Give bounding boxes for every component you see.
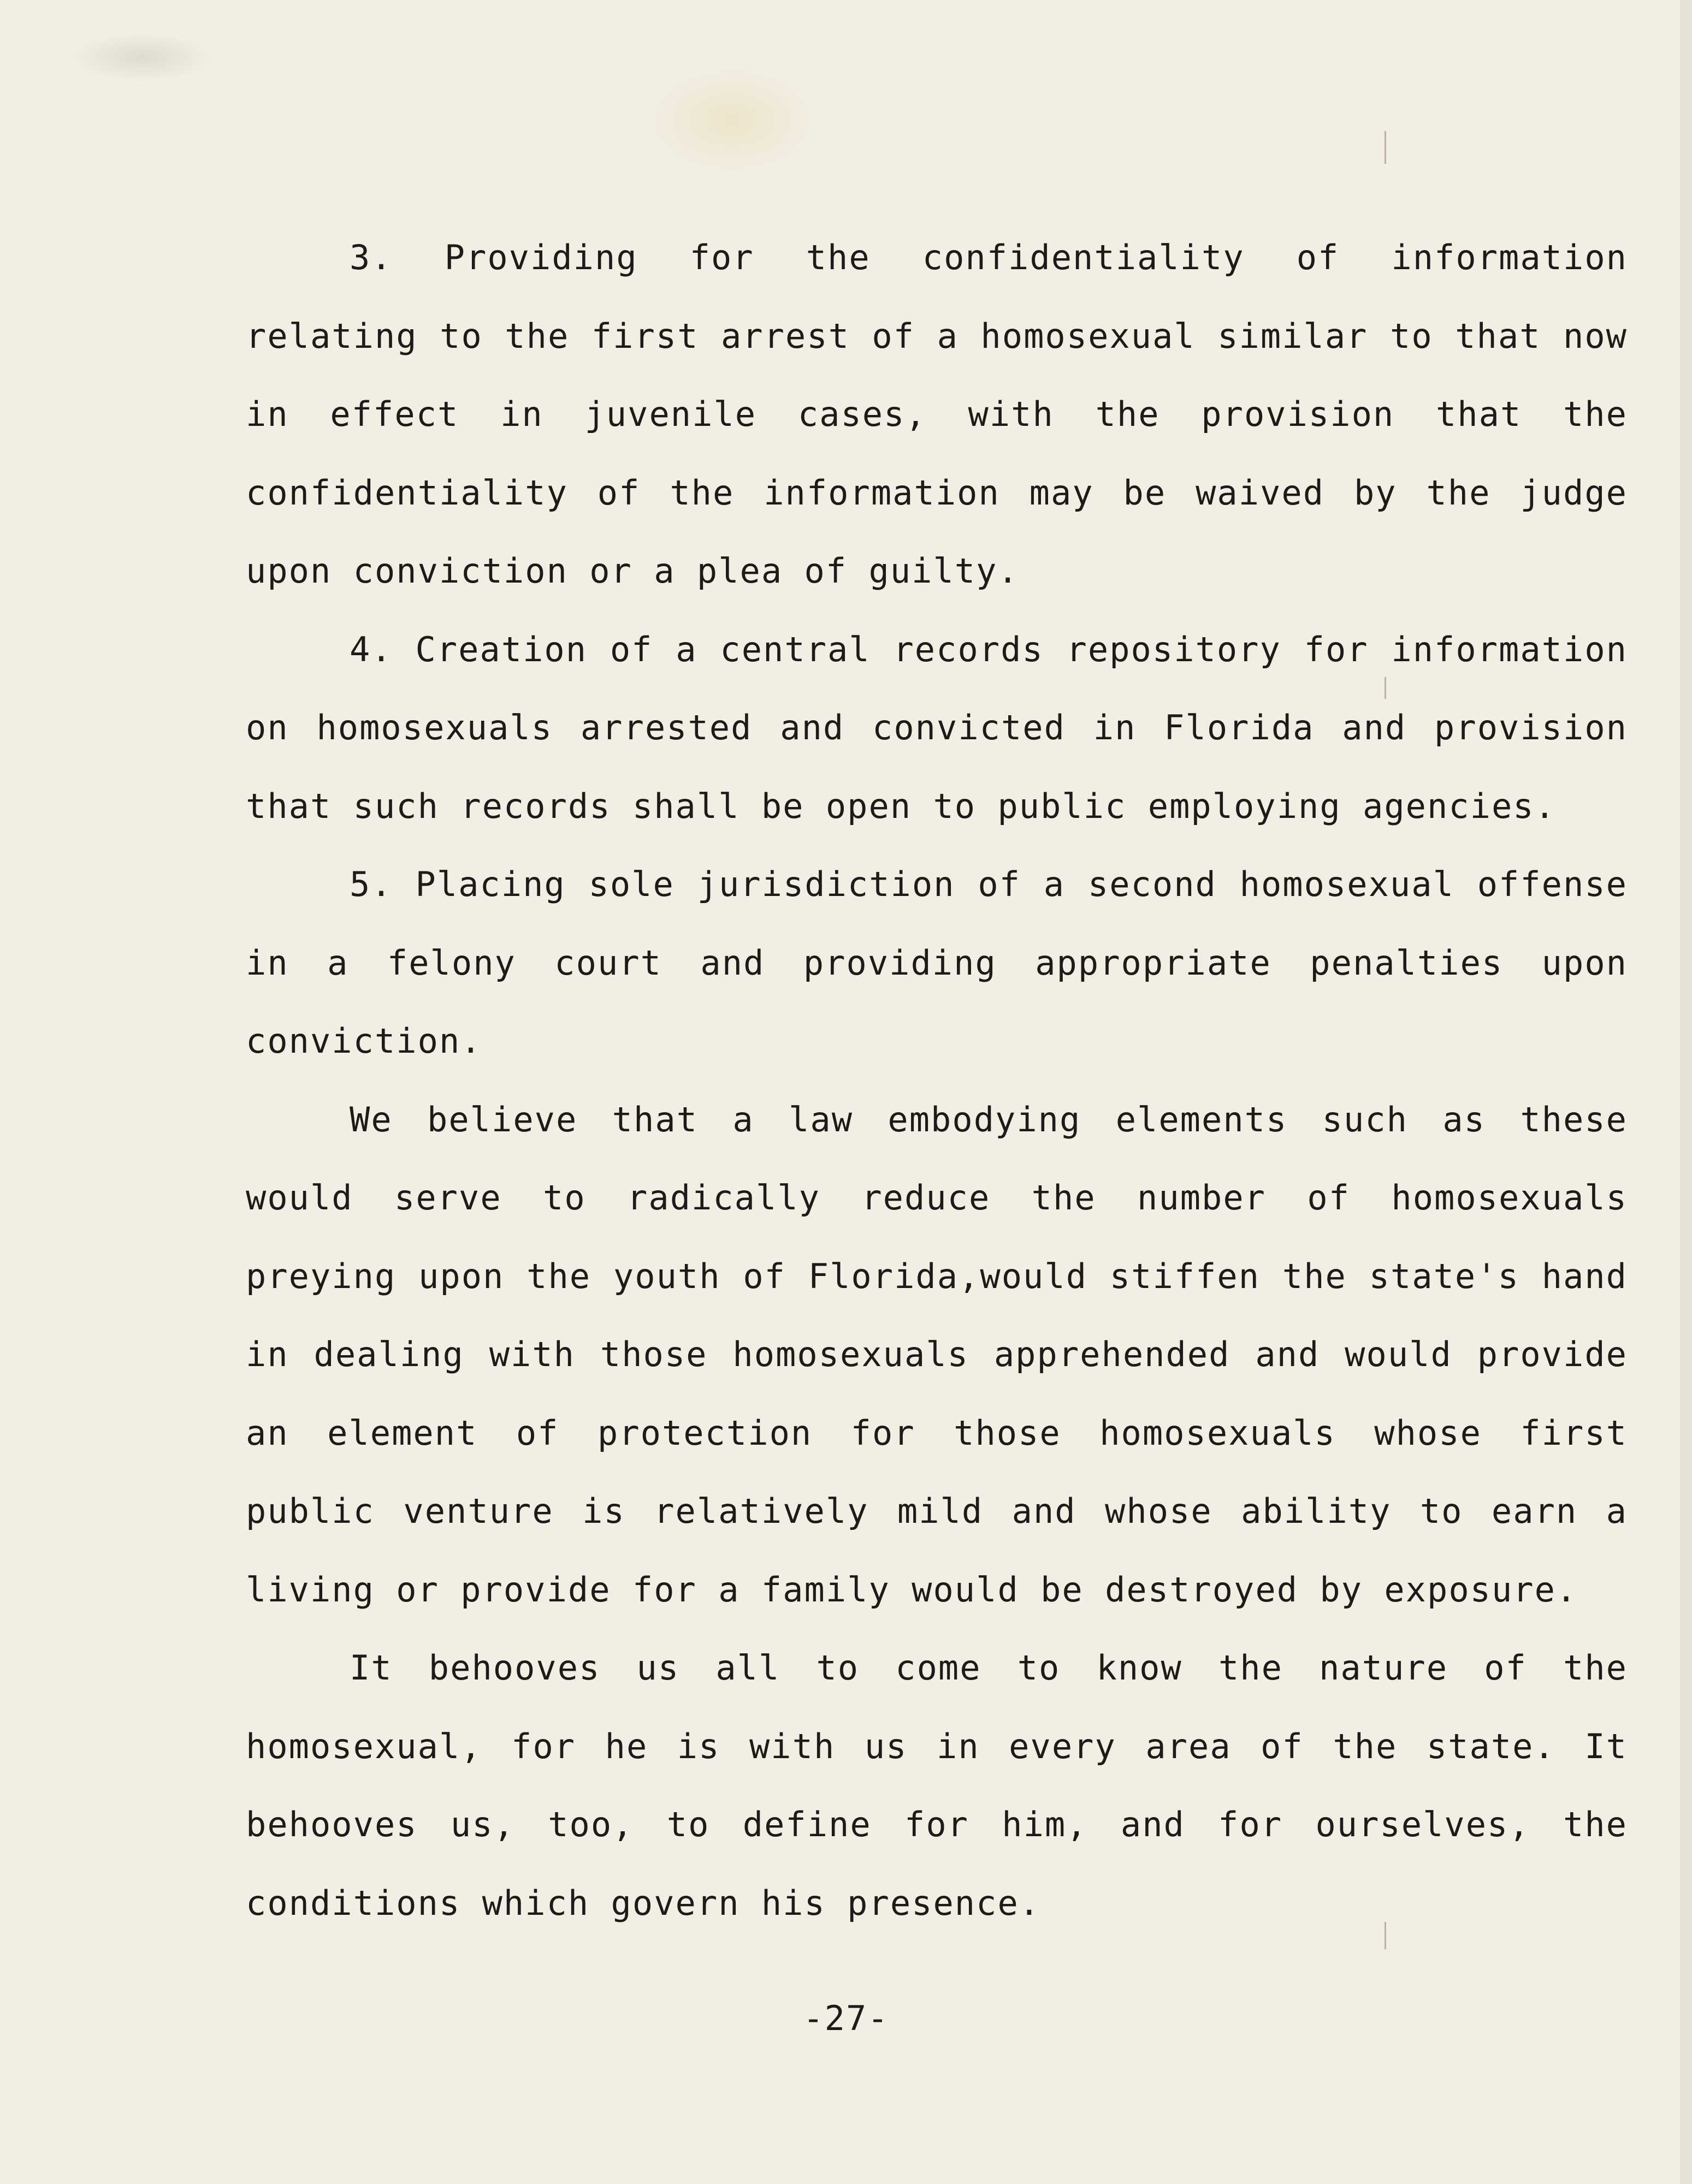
- paper-stain: [644, 66, 819, 175]
- paragraph-item-5: 5. Placing sole jurisdiction of a second homosexual offense in a felony court and providing appropriate penalties upon conviction.: [246, 864, 1628, 1061]
- paper-crease: [71, 33, 213, 82]
- paragraph-belief: We believe that a law embodying elements such as these would serve to radically reduce the number of homosexuals preying upon the youth of Florida,would stiffen the state's hand in dealing with those homosexuals apprehended and would provide an element of protection for those homosexuals whose first public venture is relatively mild and whose ability to earn a living or provide for a family would be destroyed by exposure.: [246, 1099, 1628, 1610]
- paper-edge: [1680, 0, 1692, 2184]
- paragraph-item-4: 4. Creation of a central records repository for information on homosexuals arrested and convicted in Florida and provision that such records shall be open to public employing agencies.: [246, 629, 1628, 826]
- body-text: [246, 218, 1628, 1942]
- page-number: -27-: [803, 1998, 889, 2038]
- margin-mark: [1385, 131, 1386, 164]
- paragraph-conclusion: It behooves us all to come to know the nature of the homosexual, for he is with us in every area of the state. It behooves us, too, to define for him, and for ourselves, the conditions which govern his presence.: [246, 1648, 1628, 1923]
- paragraph-item-3: 3. Providing for the confidentiality of information relating to the first arrest of a homosexual similar to that now in effect in juvenile cases, with the provision that the confidentiality of the information may be waived by the judge upon conviction or a plea of guilty.: [246, 238, 1628, 591]
